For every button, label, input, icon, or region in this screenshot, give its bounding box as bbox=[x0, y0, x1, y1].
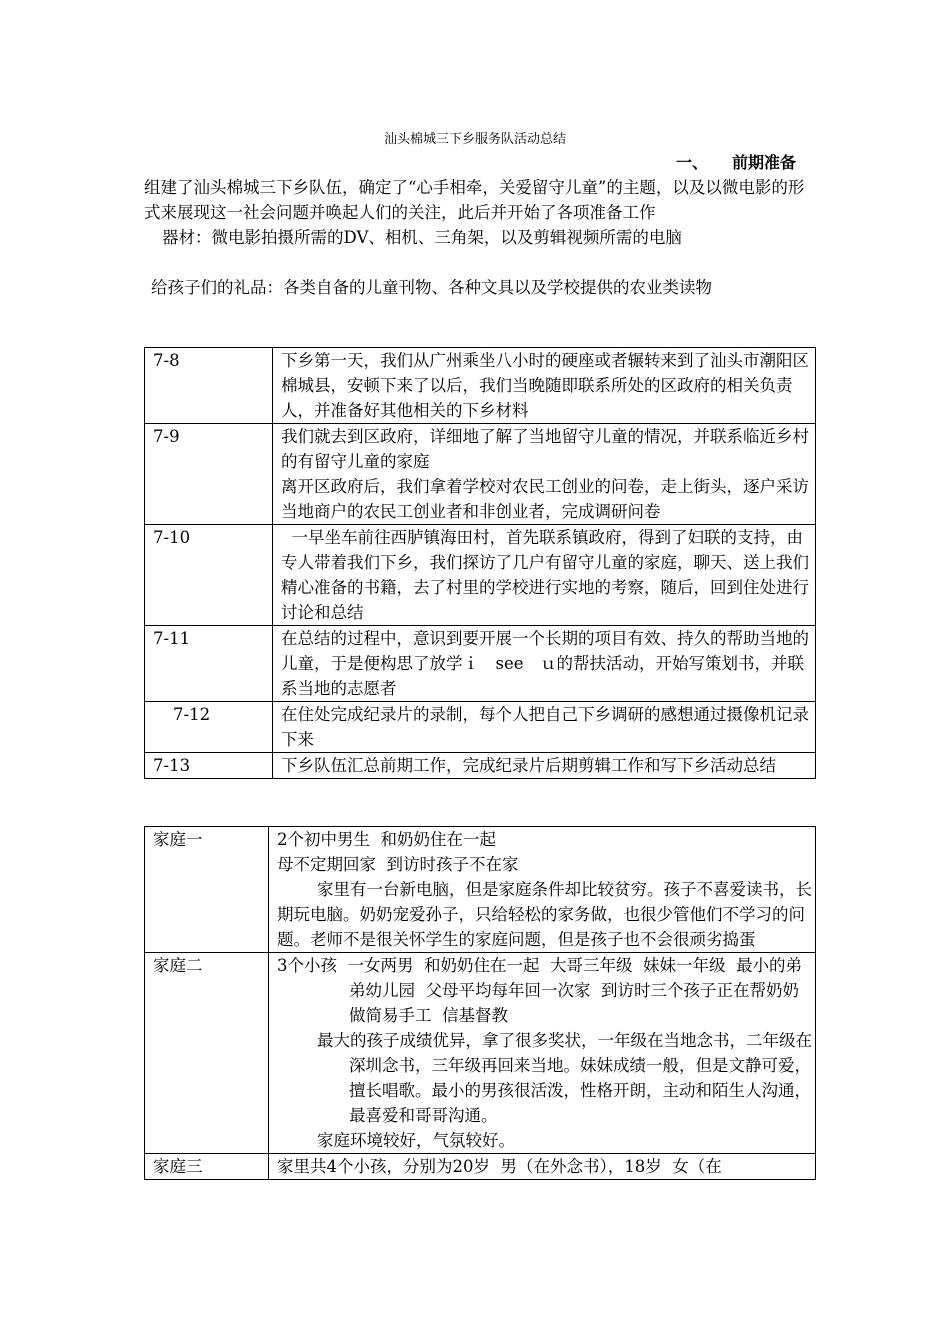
family-line: 3个小孩 一女两男 和奶奶住在一起 大哥三年级 妹妹一年级 最小的弟弟幼儿园 父母平均每年回一次家 到访时三个孩子正在帮奶奶做简易手工 信基督教 bbox=[277, 956, 802, 1025]
family-line: 家里有一台新电脑，但是家庭条件却比较贫穷。孩子不喜爱读书，长期玩电脑。奶奶宠爱孙子，只给轻松的家务做，也很少管他们不学习的问题。老师不是很关怀学生的家庭问题，但是孩子也不会很顽劣捣蛋 bbox=[277, 880, 812, 949]
schedule-line: 在总结的过程中，意识到要开展一个长期的项目有效、持久的帮助当地的儿童，于是便构思了放学ｉ see ｕ的帮扶活动，开始写策划书，并联系当地的志愿者 bbox=[281, 629, 809, 698]
family-line: 最大的孩子成绩优异，拿了很多奖状，一年级在当地念书，二年级在深圳念书，三年级再回来当地。妹妹成绩一般，但是文静可爱，擅长唱歌。最小的男孩很活泼，性格开朗，主动和陌生人沟通，最喜爱和哥哥沟通。 bbox=[317, 1031, 812, 1125]
schedule-line: 离开区政府后，我们拿着学校对农民工创业的问卷，走上街头，逐户采访当地商户的农民工创业者和非创业者，完成调研问卷 bbox=[281, 477, 809, 521]
gifts-paragraph: 给孩子们的礼品：各类自备的儿童刊物、各种文具以及学校提供的农业类读物 bbox=[151, 278, 712, 297]
family-name: 家庭一 bbox=[145, 827, 269, 953]
family-name: 家庭三 bbox=[145, 1154, 269, 1180]
section-number: 一、 bbox=[676, 153, 709, 172]
schedule-desc bbox=[273, 348, 816, 424]
schedule-date: 7-13 bbox=[145, 753, 273, 779]
schedule-date: 7-11 bbox=[145, 626, 273, 702]
schedule-desc bbox=[273, 626, 816, 702]
family-line: 家庭环境较好，气氛较好。 bbox=[317, 1131, 515, 1150]
schedule-line: 我们就去到区政府，详细地了解了当地留守儿童的情况，并联系临近乡村的有留守儿童的家庭 bbox=[281, 427, 809, 471]
schedule-desc bbox=[273, 753, 816, 779]
family-table bbox=[144, 826, 816, 1180]
table-row bbox=[145, 626, 816, 702]
schedule-line: 一早坐车前往西胪镇海田村，首先联系镇政府，得到了妇联的支持，由专人带着我们下乡，我们探访了几户有留守儿童的家庭，聊天、送上我们精心准备的书籍，去了村里的学校进行实地的考察，随后，回到住处进行讨论和总结 bbox=[281, 528, 809, 622]
schedule-desc bbox=[273, 424, 816, 525]
section-title: 前期准备 bbox=[732, 153, 797, 172]
family-name: 家庭二 bbox=[145, 953, 269, 1154]
schedule-line: 下乡第一天，我们从广州乘坐八小时的硬座或者辗转来到了汕头市潮阳区棉城县，安顿下来了以后，我们当晚随即联系所处的区政府的相关负责人，并准备好其他相关的下乡材料 bbox=[281, 351, 809, 420]
schedule-desc bbox=[273, 525, 816, 626]
family-line: 母不定期回家 到访时孩子不在家 bbox=[277, 855, 519, 874]
schedule-line: 下乡队伍汇总前期工作，完成纪录片后期剪辑工作和写下乡活动总结 bbox=[281, 756, 776, 775]
section-heading bbox=[676, 153, 816, 173]
schedule-date: 7-9 bbox=[145, 424, 273, 525]
family-detail bbox=[269, 1154, 816, 1180]
family-detail bbox=[269, 827, 816, 953]
family-detail bbox=[269, 953, 816, 1154]
table-row bbox=[145, 827, 816, 953]
table-row bbox=[145, 702, 816, 753]
schedule-date: 7-8 bbox=[145, 348, 273, 424]
document-title: 汕头棉城三下乡服务队活动总结 bbox=[383, 132, 566, 147]
intro-paragraph: 组建了汕头棉城三下乡队伍，确定了“心手相牵，关爱留守儿童”的主题，以及以微电影的形式来展现这一社会问题并唤起人们的关注，此后并开始了各项准备工作 bbox=[144, 178, 805, 222]
table-row bbox=[145, 525, 816, 626]
family-line: 2个初中男生 和奶奶住在一起 bbox=[277, 830, 496, 849]
schedule-line: 在住处完成纪录片的录制，每个人把自己下乡调研的感想通过摄像机记录下来 bbox=[281, 705, 809, 749]
table-row bbox=[145, 953, 816, 1154]
table-row bbox=[145, 424, 816, 525]
schedule-desc bbox=[273, 702, 816, 753]
schedule-date: 7-10 bbox=[145, 525, 273, 626]
intro-block bbox=[144, 175, 816, 300]
table-row bbox=[145, 348, 816, 424]
table-row bbox=[145, 753, 816, 779]
family-line: 家里共4个小孩，分别为20岁 男（在外念书），18岁 女（在 bbox=[277, 1157, 722, 1176]
equipment-paragraph: 器材：微电影拍摄所需的DV、相机、三角架，以及剪辑视频所需的电脑 bbox=[162, 228, 682, 247]
table-row bbox=[145, 1154, 816, 1180]
schedule-table bbox=[144, 347, 816, 779]
schedule-date: 7-12 bbox=[145, 702, 273, 753]
